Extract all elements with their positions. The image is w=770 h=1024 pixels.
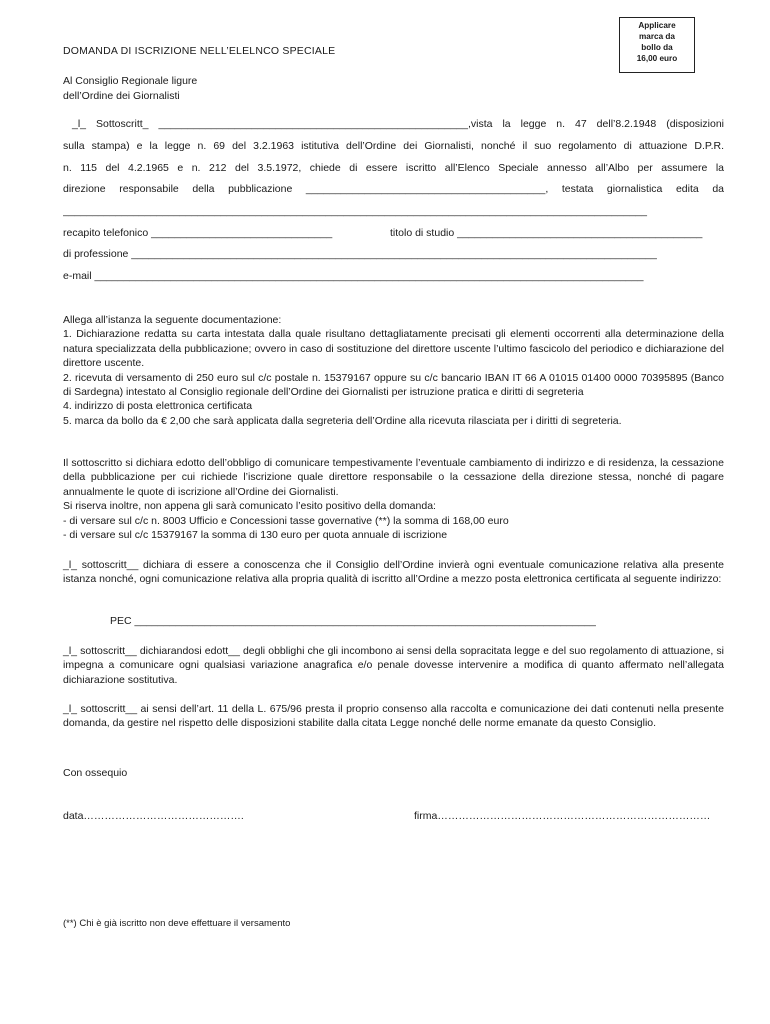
recipient-address	[63, 74, 197, 104]
attachment-item-2: 2. ricevuta di versamento di 250 euro sul c/c postale n. 15379167 oppure su c/c bancario IBAN IT 66 A 01015 01400 0000 70395895 (Banco di Sardegna) intestato al Consiglio regionale dell’Ordine dei Giornalisti per istruzione pratica e diritti di segreteria	[63, 371, 724, 399]
form-title: DOMANDA DI ISCRIZIONE NELL’ELELNCO SPECIALE	[63, 45, 336, 57]
declaration-section	[63, 456, 724, 542]
signature-field[interactable]: firma……………………………………………………………………	[414, 810, 711, 822]
profession-field[interactable]: di professione __________________________________________________________________________________________	[63, 248, 657, 260]
obligations-paragraph: _l_ sottoscritt__ dichiarandosi edott__ degli obblighi che gli incombono ai sensi della sopracitata legge e del suo regolamento di attuazione, si impegna a comunicare ogni qualsiasi variazione anagrafica e/o penale dovesse intervenire a modifica di quanto affermato nell’allegata dichiarazione sostitutiva.	[63, 645, 724, 686]
attachments-intro: Allega all’istanza la seguente documentazione:	[63, 314, 282, 326]
stamp-line-2: marca da	[639, 32, 675, 41]
intro-line-2: sulla stampa) e la legge n. 69 del 3.2.1963 istitutiva dell’Ordine dei Giornalisti, nonché il suo regolamento di attuazione D.P.R.	[63, 140, 724, 152]
obligations-section	[63, 644, 724, 687]
intro-line-3: n. 115 del 4.2.1965 e n. 212 del 3.5.1972, chiede di essere iscritto all’Elenco Speciale annesso all’Albo per assumere la	[63, 162, 724, 174]
pec-section	[63, 558, 724, 587]
pec-address-field[interactable]: PEC _______________________________________________________________________________	[110, 615, 596, 627]
stamp-line-4: 16,00 euro	[636, 54, 678, 63]
recipient-line-2: dell’Ordine dei Giornalisti	[63, 90, 180, 102]
attachment-item-1: 1. Dichiarazione redatta su carta intestata dalla quale risultano dettagliatamente precisati gli elementi occorrenti alla determinazione della natura specializzata della pubblicazione; ovvero in caso di sostituzione del direttore uscente l’ultimo fascicolo del periodico e dichiarazione del direttore uscente.	[63, 328, 724, 370]
closing-greeting: Con ossequio	[63, 767, 128, 779]
recipient-line-1: Al Consiglio Regionale ligure	[63, 75, 198, 87]
attachment-item-5: 5. marca da bollo da € 2,00 che sarà applicata dalla segreteria dell’Ordine alla ricevuta rilasciata per i diritti di segreteria.	[63, 414, 622, 427]
email-field[interactable]: e-mail ______________________________________________________________________________________________	[63, 270, 644, 282]
reserve-statement: Si riserva inoltre, non appena gli sarà comunicato l’esito positivo della domanda:	[63, 500, 436, 513]
pec-paragraph: _l_ sottoscritt__ dichiara di essere a conoscenza che il Consiglio dell’Ordine invierà ogni eventuale comunicazione relativa alla presente istanza nonché, ogni comunicazione relativa alla propria qualità di iscritto all’Ordine a mezzo posta elettronica certificata al seguente indirizzo:	[63, 559, 724, 586]
fee-item-2: - di versare sul c/c 15379167 la somma di 130 euro per quota annuale di iscrizione	[63, 529, 448, 542]
study-title-field[interactable]: titolo di studio __________________________________________	[390, 227, 703, 239]
stamp-line-1: Applicare	[638, 21, 676, 30]
fee-item-1: - di versare sul c/c n. 8003 Ufficio e Concessioni tasse governative (**) la somma di 168,00 euro	[63, 514, 509, 527]
declaration-paragraph: Il sottoscritto si dichiara edotto dell’obbligo di comunicare tempestivamente l’eventuale cambiamento di indirizzo e di residenza, la cessazione della pubblicazione per cui richiede l’iscrizione quale direttore responsabile o la cessazione della direzione stessa, nonché di pagare annualmente le quote di iscrizione all’Ordine dei Giornalisti.	[63, 457, 724, 498]
privacy-section	[63, 702, 724, 731]
attachments-section	[63, 313, 724, 428]
intro-line-4[interactable]: direzione responsabile della pubblicazione _________________________________________, testata giornalistica edita da	[63, 183, 724, 195]
phone-field[interactable]: recapito telefonico _______________________________	[63, 227, 333, 239]
stamp-line-3: bollo da	[641, 43, 673, 52]
intro-line-1[interactable]: _l_ Sottoscritt_ _____________________________________________________,vista la legge n. 47 dell’8.2.1948 (disposizioni	[72, 118, 724, 130]
privacy-paragraph: _l_ sottoscritt__ ai sensi dell’art. 11 della L. 675/96 presta il proprio consenso alla raccolta e comunicazione dei dati contenuti nella presente domanda, da gestire nel rispetto delle disposizioni stabilite dalla citata Legge nonché delle norme emanate da questo Consiglio.	[63, 703, 724, 730]
publisher-field[interactable]: ____________________________________________________________________________________________________	[63, 205, 647, 217]
attachment-item-4: 4. indirizzo di posta elettronica certificata	[63, 400, 253, 413]
date-field[interactable]: data……………………………………….	[63, 810, 244, 822]
revenue-stamp-box	[619, 17, 695, 73]
footnote: (**) Chi è già iscritto non deve effettuare il versamento	[63, 918, 291, 929]
